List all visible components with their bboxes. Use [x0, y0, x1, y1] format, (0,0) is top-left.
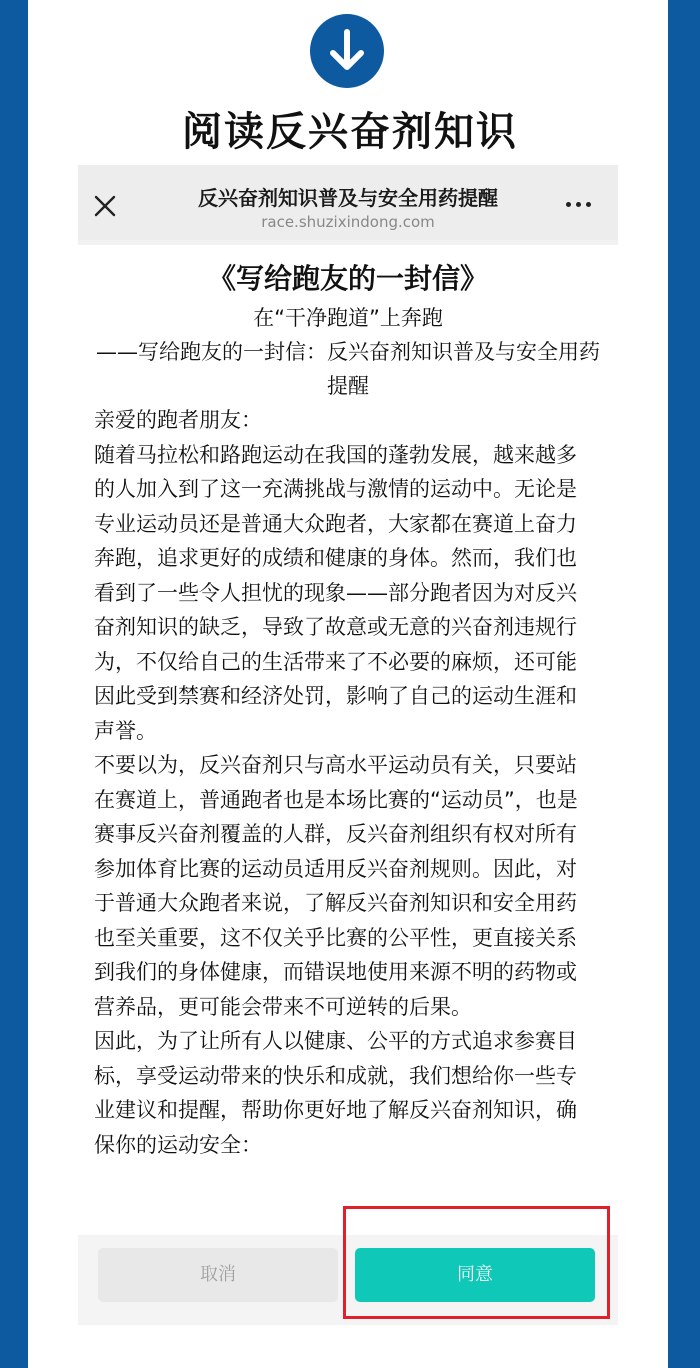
article-paragraph: 亲爱的跑者朋友：: [94, 408, 262, 432]
webview-header: [78, 165, 618, 240]
article-body: [78, 403, 618, 1162]
webview-title: 反兴奋剂知识普及与安全用药提醒: [198, 186, 498, 210]
agree-button[interactable]: 同意: [355, 1248, 595, 1302]
cancel-button[interactable]: 取消: [98, 1248, 338, 1302]
more-icon[interactable]: [564, 195, 594, 211]
article-subline: ——写给跑友的一封信：反兴奋剂知识普及与安全用药提醒: [96, 340, 600, 398]
page-heading: 阅读反兴奋剂知识: [182, 109, 518, 155]
article-title: 《写给跑友的一封信》: [207, 262, 488, 295]
webview-dialog: [78, 165, 618, 1325]
webview-url: race.shuzixindong.com: [261, 213, 435, 231]
article-scroll-area[interactable]: [78, 245, 618, 1235]
article-paragraph: 不要以为，反兴奋剂只与高水平运动员有关，只要站在赛道上，普通跑者也是本场比赛的“运动员”，也是赛事反兴奋剂覆盖的人群，反兴奋剂组织有权对所有参加体育比赛的运动员适用反兴奋剂规则。因此，对于普通大众跑者来说，了解反兴奋剂知识和安全用药也至关重要，这不仅关乎比赛的公平性，更直接关系到我们的身体健康，而错误地使用来源不明的药物或营养品，更可能会带来不可逆转的后果。: [94, 753, 578, 1019]
close-icon[interactable]: [90, 191, 120, 221]
dialog-footer: [78, 1235, 618, 1325]
article-subtitle: 在“干净跑道”上奔跑: [253, 306, 443, 330]
article-paragraph: 随着马拉松和路跑运动在我国的蓬勃发展，越来越多的人加入到了这一充满挑战与激情的运动中。无论是专业运动员还是普通大众跑者，大家都在赛道上奋力奔跑，追求更好的成绩和健康的身体。然而，我们也看到了一些令人担忧的现象——部分跑者因为对反兴奋剂知识的缺乏，导致了故意或无意的兴奋剂违规行为，不仅给自己的生活带来了不必要的麻烦，还可能因此受到禁赛和经济处罚，影响了自己的运动生涯和声誉。: [94, 442, 577, 743]
download-icon: [310, 14, 384, 88]
article-paragraph: 因此，为了让所有人以健康、公平的方式追求参赛目标，享受运动带来的快乐和成就，我们想给你一些专业建议和提醒，帮助你更好地了解反兴奋剂知识，确保你的运动安全：: [94, 1029, 577, 1157]
